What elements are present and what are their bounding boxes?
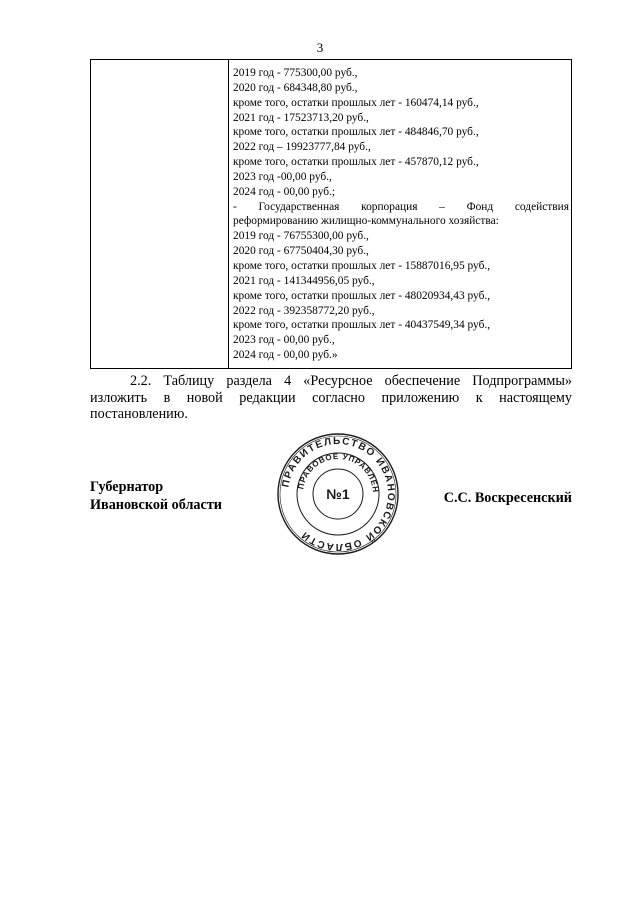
funding-line: кроме того, остатки прошлых лет - 484846,70 руб., — [233, 126, 479, 139]
table-left-cell — [91, 60, 229, 368]
funding-line: 2023 год - 00,00 руб., — [233, 334, 335, 347]
paragraph-line: 2.2. Таблицу раздела 4 «Ресурсное обеспечение Подпрограммы» — [130, 373, 572, 389]
seal-number: №1 — [326, 486, 350, 502]
seal-icon — [276, 432, 400, 556]
funding-line: 2023 год -00,00 руб., — [233, 170, 332, 183]
funding-line: кроме того, остатки прошлых лет - 48020934,43 руб., — [233, 289, 491, 302]
funding-line: кроме того, остатки прошлых лет - 457870,12 руб., — [233, 156, 479, 169]
funding-line: 2021 год - 17523713,20 руб., — [233, 111, 369, 124]
funding-line: 2019 год - 775300,00 руб., — [233, 67, 358, 79]
signatory-title-line: Ивановской области — [90, 497, 222, 513]
funding-line: 2021 год - 141344956,05 руб., — [233, 274, 375, 287]
seal-inner-text: ПРАВОВОЕ УПРАВЛЕН — [296, 451, 381, 494]
funding-line: кроме того, остатки прошлых лет - 40437549,34 руб., — [233, 319, 491, 332]
funding-line: 2020 год - 684348,80 руб., — [233, 81, 358, 94]
signatory-title-line: Губернатор — [90, 479, 164, 495]
funding-table — [90, 59, 572, 369]
organization-line: реформированию жилищно-коммунального хозяйства: — [233, 215, 499, 228]
paragraph-line: постановлению. — [90, 406, 188, 422]
funding-line: 2024 год - 00,00 руб.» — [233, 349, 338, 362]
page-number: 3 — [316, 40, 324, 55]
organization-line: - Государственная корпорация – Фонд содействия — [233, 200, 569, 213]
funding-line: 2022 год – 19923777,84 руб., — [233, 141, 371, 154]
seal-stamp — [276, 432, 400, 556]
amendment-paragraph — [90, 373, 572, 423]
funding-line: 2019 год - 76755300,00 руб., — [233, 230, 369, 243]
funding-line: 2024 год - 00,00 руб.; — [233, 185, 336, 198]
funding-line: 2022 год - 392358772,20 руб., — [233, 304, 375, 317]
funding-line: 2020 год - 67750404,30 руб., — [233, 245, 369, 258]
signatory-name: С.С. Воскресенский — [443, 490, 572, 506]
funding-line: кроме того, остатки прошлых лет - 15887016,95 руб., — [233, 259, 491, 272]
table-right-cell — [233, 66, 569, 363]
funding-line: кроме того, остатки прошлых лет - 160474,14 руб., — [233, 96, 479, 109]
signatory-title — [90, 478, 222, 514]
seal-outer-text: ПРАВИТЕЛЬСТВО ИВАНОВСКОЙ ОБЛАСТИ — [280, 435, 397, 553]
paragraph-line: изложить в новой редакции согласно приложению к настоящему — [90, 389, 572, 406]
